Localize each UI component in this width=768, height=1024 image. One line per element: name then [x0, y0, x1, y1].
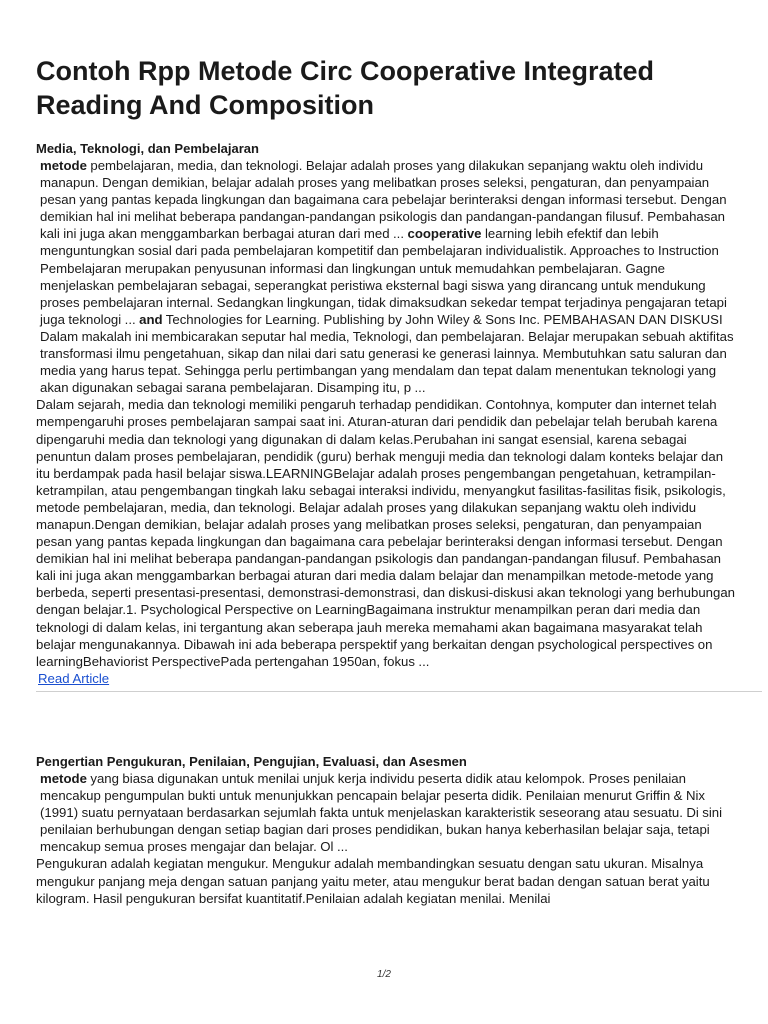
page-number: 1/2 [377, 969, 391, 980]
page-title: Contoh Rpp Metode Circ Cooperative Integrated Reading And Composition [36, 56, 655, 120]
keyword-highlight: cooperative [407, 226, 482, 242]
read-article-link[interactable]: Read Article [38, 670, 110, 686]
article-section-assessment [36, 753, 736, 907]
section-heading: Pengertian Pengukuran, Penilaian, Pengujian, Evaluasi, dan Asesmen [36, 754, 467, 769]
keyword-highlight: metode [40, 771, 87, 786]
keyword-highlight: metode [40, 158, 87, 173]
body-paragraph: Pengukuran adalah kegiatan mengukur. Mengukur adalah membandingkan sesuatu dengan satu ukuran. Misalnya mengukur panjang meja dengan satuan panjang yaitu meter, atau mengukur berat badan dengan satuan berat yaitu kilogram. Hasil pengukuran bersifat kuantitatif.Penilaian adalah kegiatan menilai. Menilai [36, 856, 710, 906]
excerpt-text: pembelajaran, media, dan teknologi. Belajar adalah proses yang dilakukan sepanjang waktu oleh individu manapun. Dengan demikian, belajar adalah proses yang melibatkan proses seleksi, pengaturan, dan penyampaian pesan yang pantas kepada lingkungan dan bagaimana cara pebelajar berinteraksi dengan informasi tersebut. Dengan demikian hal ini melihat beberapa pandangan-pandangan psikologis dan pandangan-pandangan filusuf. Pembahasan kali ini juga akan menggambarkan berbagai aturan dari med ... [40, 158, 727, 242]
excerpt-paragraph [36, 770, 736, 855]
body-paragraph: Dalam sejarah, media dan teknologi memiliki pengaruh terhadap pendidikan. Contohnya, komputer dan internet telah mempengaruhi proses pembelajaran sampai saat ini. Aturan-aturan dari pendidik dan pebelajar telah berubah karena dipengaruhi media dan teknologi yang digunakan di dalam kelas.Perubahan ini sangat esensial, karena sebagai penuntun dalam proses pembelajaran, pendidik (guru) berhak menguji media dan teknologi dalam konteks belajar dan itu berdampak pada hasil belajar siswa.LEARNINGBelajar adalah proses pengembangan pengetahuan, ketrampilan-ketrampilan, atau pengembangan tingkah laku sebagai interaksi individu, menyangkut fasilitas-fasilitas fisik, psikologis, metode pembelajaran, media, dan teknologi. Belajar adalah proses yang dilakukan sepanjang waktu oleh individu manapun.Dengan demikian, belajar adalah proses yang melibatkan proses seleksi, pengaturan, dan penyampaian pesan yang pantas kepada lingkungan dan bagaimana cara pebelajar berinteraksi dengan informasi tersebut. Dengan demikian hal ini melihat beberapa pandangan-pandangan psikologis dan pandangan-pandangan filusuf. Pembahasan kali ini juga akan menggambarkan berbagai aturan dari media dalam belajar dan menampilkan metode-metode yang berbeda, seperti presentasi-presentasi, demonstrasi-demonstrasi, dan diskusi-diskusi akan teknologi yang berhubungan dengan belajar.1. Psychological Perspective on LearningBagaimana instruktur menampilkan peran dari media dan teknologi di dalam kelas, ini tergantung akan seberapa jauh mereka memahami akan bagaimana masyarakat telah belajar mengunakannya. Dibawah ini ada beberapa perspektif yang berkaitan dengan psychological perspectives on learningBehaviorist PerspectivePada pertengahan 1950an, fokus ... [36, 397, 736, 669]
section-heading: Media, Teknologi, dan Pembelajaran [36, 141, 259, 156]
excerpt-text: yang biasa digunakan untuk menilai unjuk kerja individu peserta didik atau kelompok. Proses penilaian mencakup pengumpulan bukti untuk menunjukkan pencapain belajar peserta didik. Penilaian menurut Griffin & Nix (1991) suatu pernyataan berdasarkan sejumlah fakta untuk menjelaskan karakteristik seseorang atau sesuatu. Di sini penilaian berhubungan dengan setiap bagian dari proses pendidikan, bukan hanya keberhasilan belajar saja, tetapi mencakup semua proses mengajar dan belajar. Ol ... [40, 771, 723, 855]
section-divider [36, 691, 762, 692]
article-section-media [36, 140, 736, 692]
keyword-highlight: and [139, 311, 163, 327]
excerpt-paragraph [36, 157, 736, 396]
excerpt-text: learning lebih efektif dan lebih menguntungkan sosial dari pada pembelajaran kompetitif dan pembelajaran individualistik. Approaches to Instruction Pembelajaran merupakan penyusunan informasi dan lingkungan untuk memudahkan pembelajaran. Gagne menjelaskan pembelajaran sebagai, seperangkat peristiwa eksternal bagi siswa yang dirancang untuk mendukung proses pembelajaran internal. Sedangkan lingkungan, tidak dimaksudkan sekedar tempat terjadinya pengajaran tetapi juga teknologi ... [40, 226, 727, 327]
excerpt-text: Technologies for Learning. Publishing by John Wiley & Sons Inc. PEMBAHASAN DAN DISKUSI Dalam makalah ini membicarakan seputar hal media, Teknologi, dan pembelajaran. Belajar merupakan sebuah aktifitas transformasi ilmu pengetahuan, sikap dan nilai dari satu generasi ke generasi lainnya. Membutuhkan satu saluran dan media yang harus tepat. Sehingga perlu pertimbangan yang mendalam dan tepat dalam menentukan teknologi yang akan digunakan sebagai sarana pembelajaran. Disamping itu, p ... [40, 311, 734, 396]
